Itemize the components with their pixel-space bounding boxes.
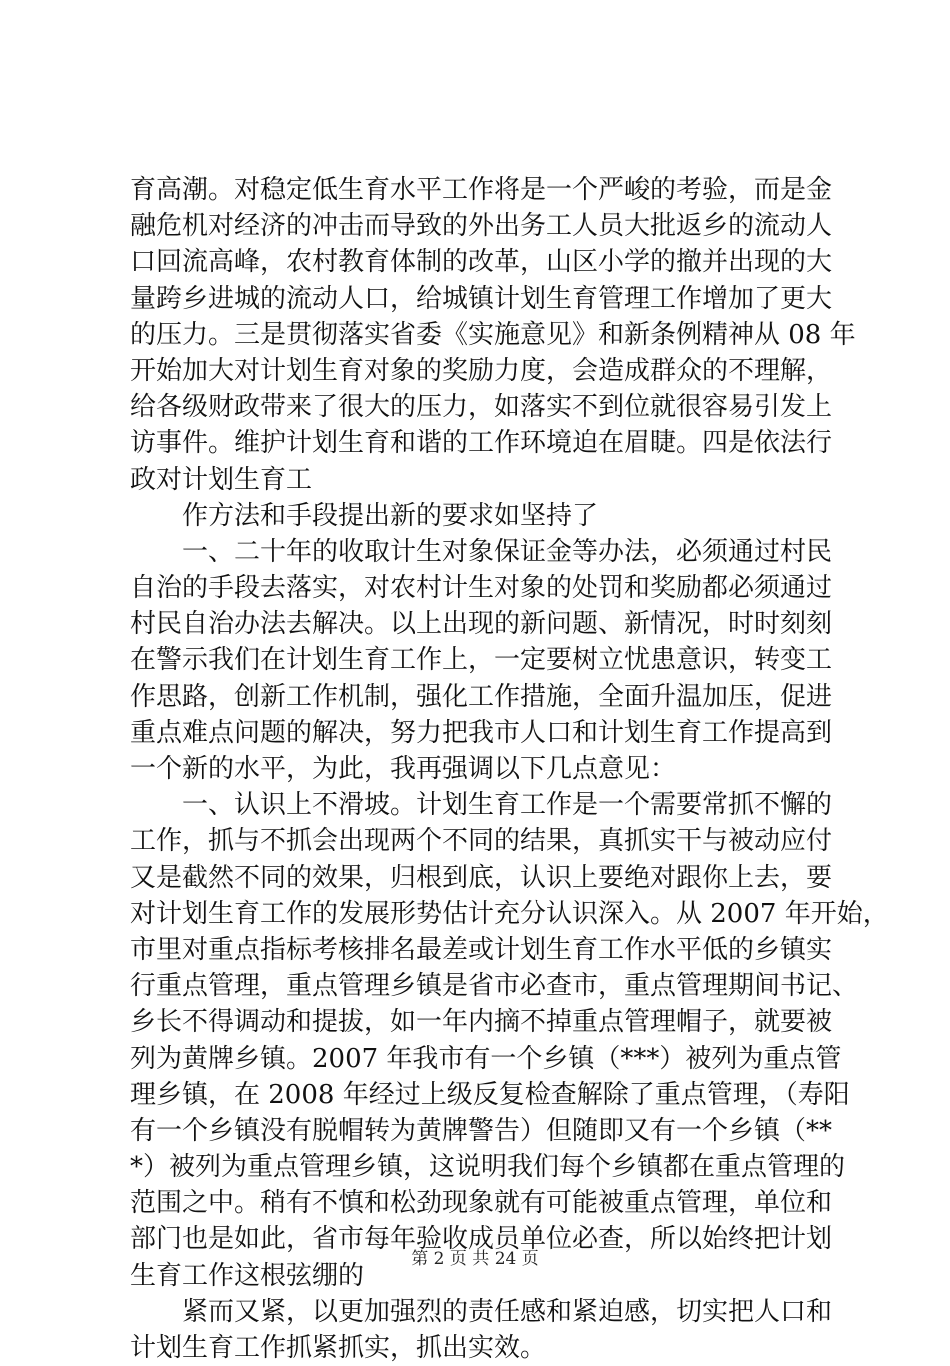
text-line: 行重点管理，重点管理乡镇是省市必查市，重点管理期间书记、 [130, 971, 859, 1002]
text-line: 政对计划生育工 [130, 464, 313, 495]
text-line: 列为黄牌乡镇。2007 年我市有一个乡镇（***）被列为重点管 [130, 1043, 842, 1074]
text-line: 作方法和手段提出新的要求如坚持了 [182, 500, 599, 531]
text-line: 紧而又紧，以更加强烈的责任感和紧迫感，切实把人口和 [182, 1296, 833, 1327]
text-line: 乡长不得调动和提拔，如一年内摘不掉重点管理帽子，就要被 [130, 1007, 833, 1038]
text-line: 作思路，创新工作机制，强化工作措施，全面升温加压，促进 [130, 681, 833, 712]
text-line: 融危机对经济的冲击而导致的外出务工人员大批返乡的流动人 [130, 211, 833, 242]
text-line: 理乡镇，在 2008 年经过上级反复检查解除了重点管理，（寿阳 [130, 1079, 850, 1110]
text-line: 量跨乡进城的流动人口，给城镇计划生育管理工作增加了更大 [130, 283, 833, 314]
text-line: 自治的手段去落实，对农村计生对象的处罚和奖励都必须通过 [130, 573, 833, 604]
text-line: 一、认识上不滑坡。计划生育工作是一个需要常抓不懈的 [182, 790, 833, 821]
page-footer: 第 2 页 共 24 页 [411, 1249, 539, 1269]
text-line: 范围之中。稍有不慎和松劲现象就有可能被重点管理，单位和 [130, 1188, 833, 1219]
text-line: 对计划生育工作的发展形势估计充分认识深入。从 2007 年开始， [130, 898, 889, 929]
text-line: 部门也是如此，省市每年验收成员单位必查，所以始终把计划 [130, 1224, 833, 1255]
text-line: 重点难点问题的解决，努力把我市人口和计划生育工作提高到 [130, 717, 833, 748]
text-line: 一、二十年的收取计生对象保证金等办法，必须通过村民 [182, 536, 833, 567]
text-line: 的压力。三是贯彻落实省委《实施意见》和新条例精神从 08 年 [130, 319, 856, 350]
text-line: 口回流高峰，农村教育体制的改革，山区小学的撤并出现的大 [130, 247, 833, 278]
text-line: 有一个乡镇没有脱帽转为黄牌警告）但随即又有一个乡镇（** [130, 1115, 833, 1146]
text-line: 村民自治办法去解决。以上出现的新问题、新情况，时时刻刻 [130, 609, 833, 640]
text-line: 访事件。维护计划生育和谐的工作环境迫在眉睫。四是依法行 [130, 428, 833, 459]
text-line: 市里对重点指标考核排名最差或计划生育工作水平低的乡镇实 [130, 934, 833, 965]
text-line: 生育工作这根弦绷的 [130, 1260, 365, 1291]
text-line: 育高潮。对稳定低生育水平工作将是一个严峻的考验，而是金 [130, 175, 833, 205]
text-line: 又是截然不同的效果，归根到底，认识上要绝对跟你上去，要 [130, 862, 833, 893]
body-text [130, 172, 889, 1366]
text-line: 给各级财政带来了很大的压力，如落实不到位就很容易引发上 [130, 392, 833, 423]
text-line: 一个新的水平，为此，我再强调以下几点意见： [130, 754, 677, 784]
text-line: 在警示我们在计划生育工作上，一定要树立忧患意识，转变工 [130, 645, 833, 676]
text-line: *）被列为重点管理乡镇，这说明我们每个乡镇都在重点管理的 [130, 1152, 846, 1183]
text-line: 计划生育工作抓紧抓实，抓出实效。 [130, 1333, 547, 1363]
text-line: 工作，抓与不抓会出现两个不同的结果，真抓实干与被动应付 [130, 826, 833, 857]
text-line: 开始加大对计划生育对象的奖励力度，会造成群众的不理解， [130, 355, 833, 386]
